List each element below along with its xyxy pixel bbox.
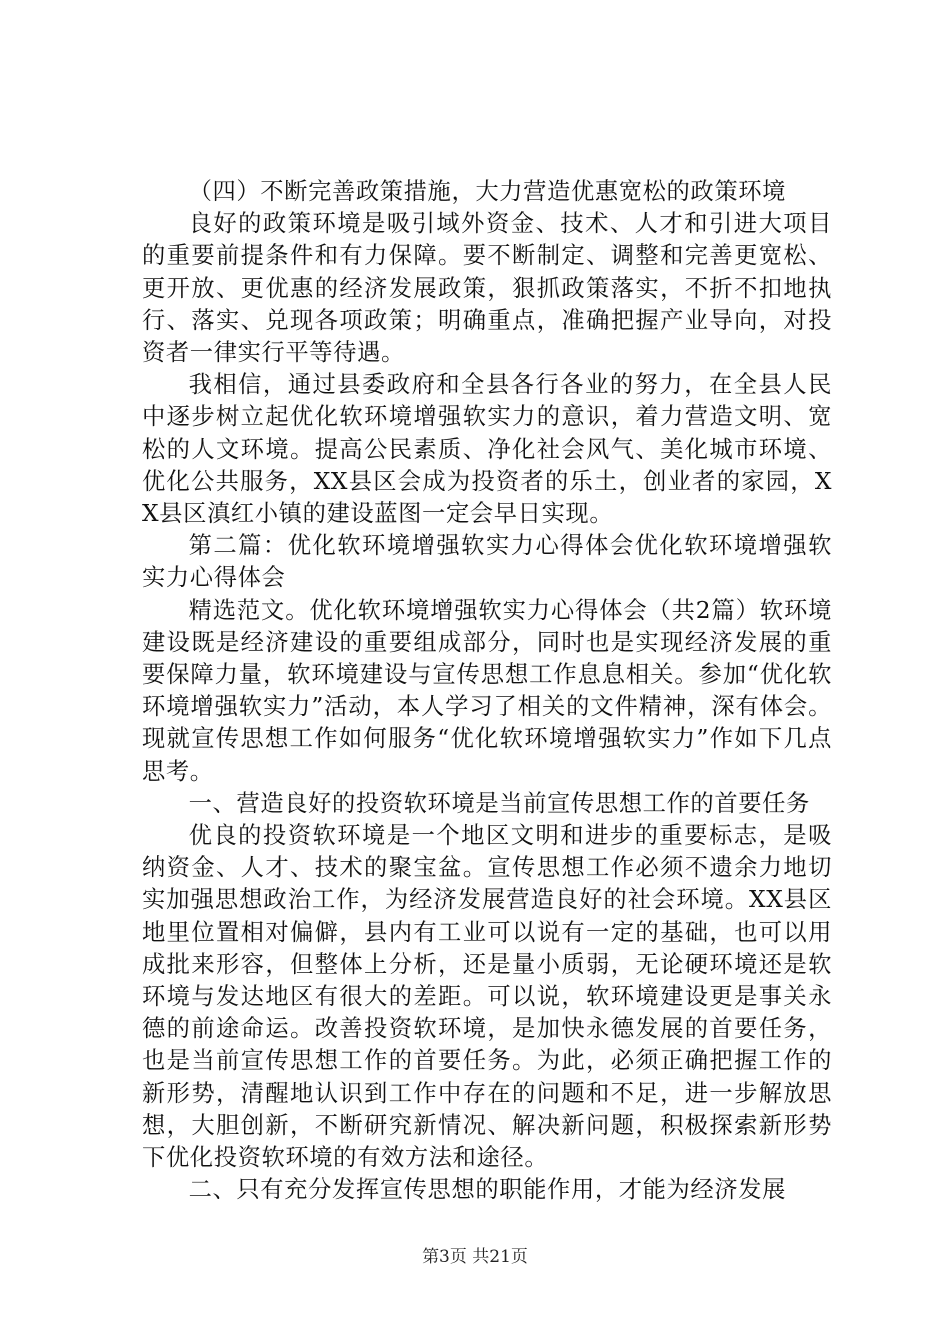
paragraph-belief: 我相信，通过县委政府和全县各行各业的努力，在全县人民中逐步树立起优化软环境增强软实力的意识，着力营造文明、宽松的人文环境。提高公民素质、净化社会风气、美化城市环境、优化公共服务，XX县区会成为投资者的乐土，创业者的家园，XX县区滇红小镇的建设蓝图一定会早日实现。: [142, 371, 832, 528]
page-footer: 第3页 共21页: [422, 1247, 528, 1267]
document-body: [142, 176, 832, 1207]
section-heading-4: （四）不断完善政策措施，大力营造优惠宽松的政策环境: [188, 178, 787, 205]
paragraph-intro: 精选范文。优化软环境增强软实力心得体会（共2篇）软环境建设既是经济建设的重要组成部分，同时也是实现经济发展的重要保障力量，软环境建设与宣传思想工作息息相关。参加“优化软环境增强软实力”活动，本人学习了相关的文件精神，深有体会。现就宣传思想工作如何服务“优化软环境增强软实力”作如下几点思考。: [142, 596, 832, 785]
section-heading-1: 一、营造良好的投资软环境是当前宣传思想工作的首要任务: [188, 789, 810, 817]
paragraph-investment-environment: 优良的投资软环境是一个地区文明和进步的重要标志，是吸纳资金、人才、技术的聚宝盆。宣传思想工作必须不遗余力地切实加强思想政治工作，为经济发展营造良好的社会环境。XX县区地里位置相对偏僻，县内有工业可以说有一定的基础，也可以用成批来形容，但整体上分析，还是量小质弱，无论硬环境还是软环境与发达地区有很大的差距。可以说，软环境建设更是事关永德的前途命运。改善投资软环境，是加快永德发展的首要任务，也是当前宣传思想工作的首要任务。为此，必须正确把握工作的新形势，清醒地认识到工作中存在的问题和不足，进一步解放思想，大胆创新，不断研究新情况、解决新问题，积极探索新形势下优化投资软环境的有效方法和途径。: [142, 822, 832, 1172]
section-heading-2: 二、只有充分发挥宣传思想的职能作用，才能为经济发展: [188, 1176, 787, 1204]
paragraph-policy-environment: 良好的政策环境是吸引域外资金、技术、人才和引进大项目的重要前提条件和有力保障。要不断制定、调整和完善更宽松、更开放、更优惠的经济发展政策，狠抓政策落实，不折不扣地执行、落实、兑现各项政策；明确重点，准确把握产业导向，对投资者一律实行平等待遇。: [142, 210, 832, 367]
chapter-two-heading: 第二篇：优化软环境增强软实力心得体会优化软环境增强软实力心得体会: [142, 532, 832, 592]
